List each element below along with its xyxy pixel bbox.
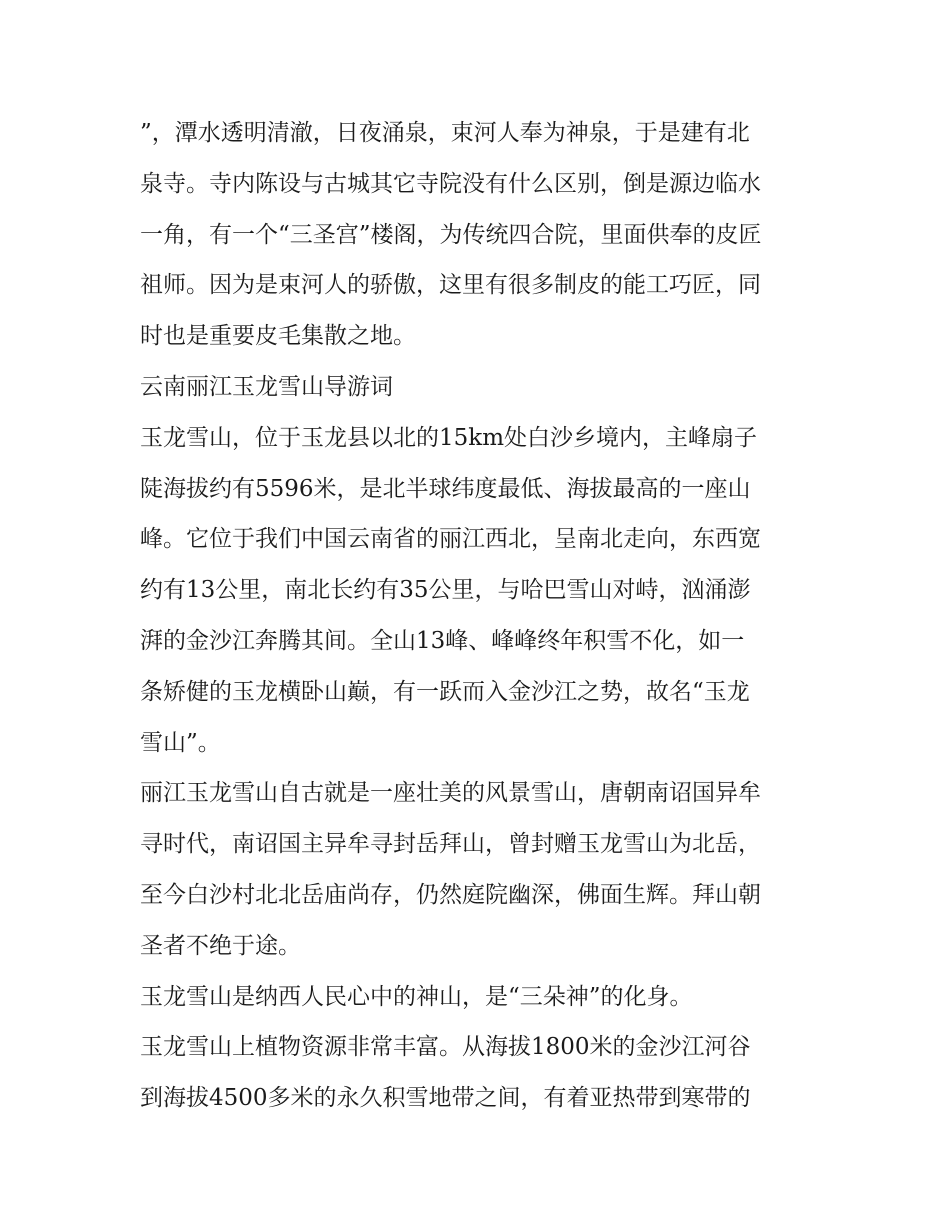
text-line: 约有13公里，南北长约有35公里，与哈巴雪山对峙，汹涌澎	[140, 577, 751, 604]
section-heading: 云南丽江玉龙雪山导游词	[140, 373, 393, 400]
text-line: 祖师。因为是束河人的骄傲，这里有很多制皮的能工巧匠，同	[140, 272, 761, 299]
text-line: 玉龙雪山上植物资源非常丰富。从海拔1800米的金沙江河谷	[140, 1034, 751, 1061]
text-line: 泉寺。寺内陈设与古城其它寺院没有什么区别，倒是源边临水	[140, 170, 761, 197]
text-line: 玉龙雪山，位于玉龙县以北的15km处白沙乡境内，主峰扇子	[140, 424, 758, 451]
text-line: 一角，有一个“三圣宫”楼阁，为传统四合院，里面供奉的皮匠	[140, 221, 762, 248]
text-line: 到海拔4500多米的永久积雪地带之间，有着亚热带到寒带的	[140, 1085, 751, 1112]
text-line: 圣者不绝于途。	[140, 932, 301, 959]
text-line: 玉龙雪山是纳西人民心中的神山，是“三朵神”的化身。	[140, 983, 693, 1010]
text-line: 陡海拔约有5596米，是北半球纬度最低、海拔最高的一座山	[140, 475, 751, 502]
text-line: 至今白沙村北北岳庙尚存，仍然庭院幽深，佛面生辉。拜山朝	[140, 881, 761, 908]
text-line: 条矫健的玉龙横卧山巅，有一跃而入金沙江之势，故名“玉龙	[140, 678, 750, 705]
text-line: ”，潭水透明清澈，日夜涌泉，束河人奉为神泉，于是建有北	[140, 120, 750, 146]
document-body	[140, 108, 816, 1124]
text-line: 寻时代，南诏国主异牟寻封岳拜山，曾封赠玉龙雪山为北岳，	[140, 831, 761, 858]
text-line: 时也是重要皮毛集散之地。	[140, 323, 416, 350]
text-line: 峰。它位于我们中国云南省的丽江西北，呈南北走向，东西宽	[140, 526, 761, 553]
text-line: 湃的金沙江奔腾其间。全山13峰、峰峰终年积雪不化，如一	[140, 627, 745, 654]
text-line: 丽江玉龙雪山自古就是一座壮美的风景雪山，唐朝南诏国异牟	[140, 780, 761, 807]
text-line: 雪山”。	[140, 729, 221, 756]
